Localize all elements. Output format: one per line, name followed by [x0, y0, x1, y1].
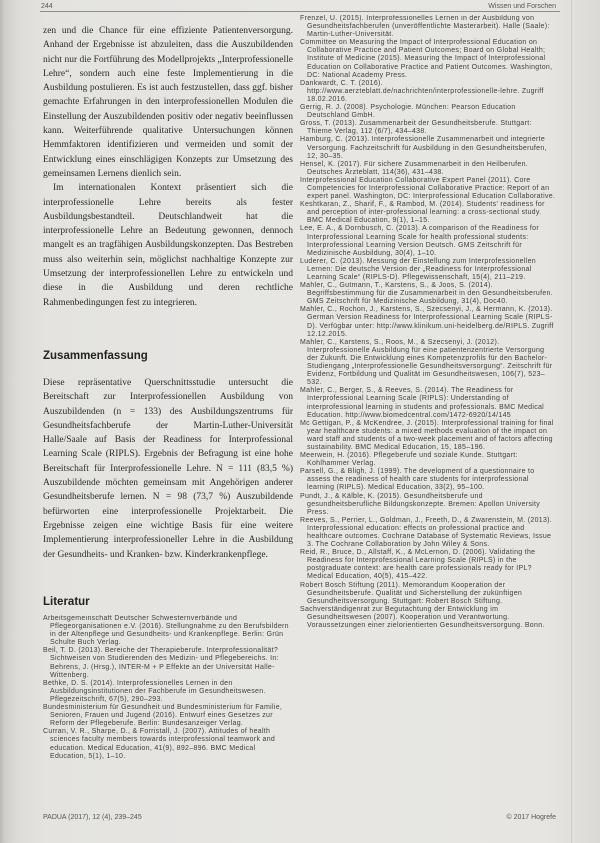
reference-item: Mahler, C., Karstens, S., Roos, M., & Szecsenyi, J. (2012). Interprofessionelle Ausbildung für eine patientenzentrierte Versorgung der Zukunft. Die Entwicklung eines Kompetenzprofils für den Bachelor-Studiengang „Interprofessionelle Gesundheitsversorgung“. Zeitschrift für Evidenz, Fortbildung und Qualität im Gesundheitswesen, 106(7), 523–532.	[300, 338, 553, 387]
reference-list-right	[300, 15, 557, 793]
reference-item: Reeves, S., Perrier, L., Goldman, J., Freeth, D., & Zwarenstein, M. (2013). Interprofessional education: effects on professional practice and healthcare outcomes. Cochrane Database of Systematic Reviews, Issue 3. The Cochrane Collaboration by John Wiley & Sons.	[300, 516, 553, 549]
reference-item: Lee, E. A., & Dornbusch, C. (2013). A comparison of the Readiness for Interprofessional Learning Scale for health professional students: Interprofessional Learning Version Deutsch. GMS Zeitschrift für Medizinische Ausbildung, 30(4), 1–10.	[300, 225, 539, 257]
summary-text: Diese repräsentative Querschnittsstudie untersucht die Bereitschaft zur Interprofessionellen Ausbildung von Auszubildenden (n = 133) des Ausbildungszentrums für Gesundheitsfachberufe der Martin-Luther-Universität Halle/Saale auf Basis der Readiness for Interprofessional Learning Scale (RIPLS). Ergebnis der Befragung ist eine hohe Bereitschaft für Interprofessionelle Lehre. N = 111 (83,5 %) Auszubildende möchten gemeinsam mit Angehörigen anderer Gesundheitsberufe lernen. N = 98 (73,7 %) Auszubildende befürworten eine interprofessionelle Projektarbeit. Die Ergebnisse zeigen eine wichtige Basis für eine weitere Implementierung interprofessioneller Lehre in die Ausbildung der Gesundheits- und Kranken- bzw. Kinderkrankenpflege.	[43, 378, 293, 560]
reference-item: Mahler, C., Rochon, J., Karstens, S., Szecsenyi, J., & Hermann, K. (2013). German Version Readiness for Interprofessional Learning Scale (RIPLS-D). Verfügbar unter: http://www.klinikum.uni-heidelberg.de/RIPLS. Zugriff 12.12.2015.	[300, 306, 554, 338]
reference-item: Frenzel, U. (2015). Interprofessionelles Lernen in der Ausbildung von Gesundheitsfachberufen (unveröffentlichte Masterarbeit). Halle (Saale): Martin-Luther-Universität.	[300, 15, 550, 39]
reference-list-left	[43, 615, 293, 795]
reference-item: Gross, T. (2013). Zusammenarbeit der Gesundheitsberufe. Stuttgart: Thieme Verlag, 112 (6/7), 434–438.	[300, 120, 532, 136]
reference-item: Committee on Measuring the Impact of Interprofessional Education on Collaborative Practice and Patient Outcomes; Board on Global Health; Institute of Medicine (2015). Measuring the Impact of Interprofessional Education on Collaborative Practice and Patient Outcomes. Washington, DC: National Academy Press.	[300, 39, 553, 79]
reference-item: Robert Bosch Stiftung (2011). Memorandum Kooperation der Gesundheitsberufe. Qualität und Sicherstellung der zukünftigen Gesundheitsversorgung. Stuttgart: Robert Bosch Stiftung.	[300, 581, 523, 605]
reference-item: Meerwein, H. (2016). Pflegeberufe und soziale Kunde. Stuttgart: Kohlhammer Verlag.	[300, 452, 518, 468]
reference-item: Beil, T. D. (2013). Bereiche der Therapieberufe. Interprofessionalität? Sichtweisen von Studierenden des Medizin- und Pflegebereichs. In: Behrens, J. (Hrsg.), INTER-M + P Effekte an der Universität Halle-Wittenberg.	[43, 647, 279, 679]
body-paragraph: zen und die Chance für eine effiziente Patientenversorgung. Anhand der Ergebnisse ist abzuleiten, dass die Auszubildenden nicht nur die Fortführung des Modellprojekts „Interprofessionelle Lehre“, sondern auch eine feste Implementierung in die Ausbildung postulieren. Es ist auch festzustellen, dass ggf. bisher gemachte Erfahrungen in den interprofessionellen Modulen die Einstellung der Auszubildenden positiv oder negativ beeinflussen kann. Weiterführende qualitative Untersuchungen können Hemmfaktoren identifizieren und vermeiden und somit der Entwicklung eines einschlägigen Konzepts zur Umsetzung des gemeinsamen Lernens dienlich sein.	[43, 26, 293, 179]
reference-item: Gerrig, R. J. (2008). Psychologie. München: Pearson Education Deutschland GmbH.	[300, 104, 516, 120]
reference-item: Mahler, C., Gutmann, T., Karstens, S., & Joos, S. (2014). Begriffsbestimmung für die Zusammenarbeit in den Gesundheitsberufen. GMS Zeitschrift für Medizinische Ausbildung, 31(4), Doc40.	[300, 282, 553, 306]
reference-item: Pundt, J., & Kälble, K. (2015). Gesundheitsberufe und gesundheitsberufliche Bildungskonzepte. Bremen: Apollon University Press.	[300, 492, 541, 516]
copyright-notice: © 2017 Hogrefe	[506, 814, 556, 821]
reference-item: Dankwardt, C. T. (2016). http://www.aerzteblatt.de/nachrichten/interprofessionelle-lehre. Zugriff 18.02.2016.	[300, 79, 544, 103]
reference-item: Mahler, C., Berger, S., & Reeves, S. (2014). The Readiness for Interprofessional Learning Scale (RIPLS): Understanding of interprofessional learning in students and professionals. BMC Medical Education. http://www.biomedcentral.com/1472-6920/14/145	[300, 387, 545, 419]
literature-heading: Literatur	[43, 596, 90, 608]
reference-item: Parsell, G., & Bligh, J. (1999). The development of a questionnaire to assess the readiness of health care students for interprofessional learning (RIPLS). Medical Education, 33(2), 95–100.	[300, 468, 535, 492]
header-rule	[40, 11, 560, 12]
discussion-text	[43, 24, 293, 342]
reference-item: Reid, R., Bruce, D., Allstaff, K., & McLernon, D. (2006). Validating the Readiness for Interprofessional Learning Scale (RIPLS) in the postgraduate context: are health care professionals ready for IPL? Medical Education, 40(5), 415–422.	[300, 549, 536, 581]
reference-item: Keshtkaran, Z., Sharif, F., & Rambod, M. (2014). Students' readiness for and perception of inter-professional learning: a cross-sectional study. BMC Medical Education, 9(1), 1–15.	[300, 201, 545, 225]
reference-item: Bethke, D. S. (2014). Interprofessionelles Lernen in den Ausbildungsinstitutionen der Fachberufe im Gesundheitswesen. Pflegezeitschrift, 67(5), 290–293.	[43, 679, 266, 703]
reference-item: Hensel, K. (2017). Für sichere Zusammenarbeit in den Heilberufen. Deutsches Ärzteblatt, 114(36), 431–438.	[300, 160, 529, 176]
summary-section	[43, 376, 293, 590]
body-paragraph: Im internationalen Kontext präsentiert sich die interprofessionelle Lehre bereits als fester Ausbildungsbestandteil. Deutschlandweit hat die interprofessionelle Lehre an Bedeutung gewonnen, dennoch mangelt es an tragfähigen Ausbildungskonzepten. Das Bestreben muss also weiterhin sein, möglichst nachhaltige Konzepte zur Umsetzung der interprofessionellen Lehre zu entwickeln und diese in die Ausbildung und deren rechtliche Rahmenbedingungen fest zu integrieren.	[43, 183, 293, 308]
reference-item: Bundesministerium für Gesundheit und Bundesministerium für Familie, Senioren, Frauen und Jugend (2016). Entwurf eines Gesetzes zur Reform der Pflegeberufe. Berlin: Bundesanzeiger Verlag.	[43, 704, 283, 728]
reference-item: Hamburg, C. (2013). Interprofessionelle Zusammenarbeit und integrierte Versorgung. Fachzeitschrift für Ausbildung in den Gesundheitsberufen, 12, 30–35.	[300, 136, 547, 160]
reference-item: Interprofessional Education Collaborative Expert Panel (2011). Core Competencies for Interprofessional Collaborative Practice: Report of an expert panel. Washington, DC: Interprofessional Education Collaborative.	[300, 176, 556, 201]
reference-item: Luderer, C. (2013). Messung der Einstellung zum Interprofessionellen Lernen: Die deutsche Version der „Readiness for Interprofessional Learning Scale“ (RIPLS-D). Pflegewissenschaft, 15(4), 211–219.	[300, 257, 536, 281]
journal-citation: PADUA (2017), 12 (4), 239–245	[43, 814, 142, 821]
summary-heading: Zusammenfassung	[43, 350, 148, 362]
reference-item: Mc Gettigan, P., & McKendree, J. (2015). Interprofessional training for final year healthcare students: a mixed methods evaluation of the impact on ward staff and students of a two-week placement and of factors affecting sustainability. BMC Medical Education, 15, 185–196.	[300, 419, 554, 451]
reference-item: Curran, V. R., Sharpe, D., & Forristall, J. (2007). Attitudes of health sciences faculty members towards interprofessional teamwork and education. Medical Education, 41(9), 892–896. BMC Medical Education, 5(1), 1–10.	[43, 728, 276, 760]
page-number: 244	[41, 3, 53, 10]
reference-item: Arbeitsgemeinschaft Deutscher Schwesternverbände und Pflegeorganisationen e.V. (2016). Stellungnahme zu den Berufsbildern in der Altenpflege und Gesundheits- und Krankenpflege. Berlin: Grün Schulte Buch Verlag.	[43, 615, 289, 647]
reference-item: Sachverständigenrat zur Begutachtung der Entwicklung im Gesundheitswesen (2007). Kooperation und Verantwortung. Voraussetzungen einer zielorientierten Gesundheitsversorgung. Bonn.	[300, 605, 545, 630]
running-header-section: Wissen und Forschen	[488, 3, 556, 10]
scan-page-edge	[571, 0, 572, 843]
